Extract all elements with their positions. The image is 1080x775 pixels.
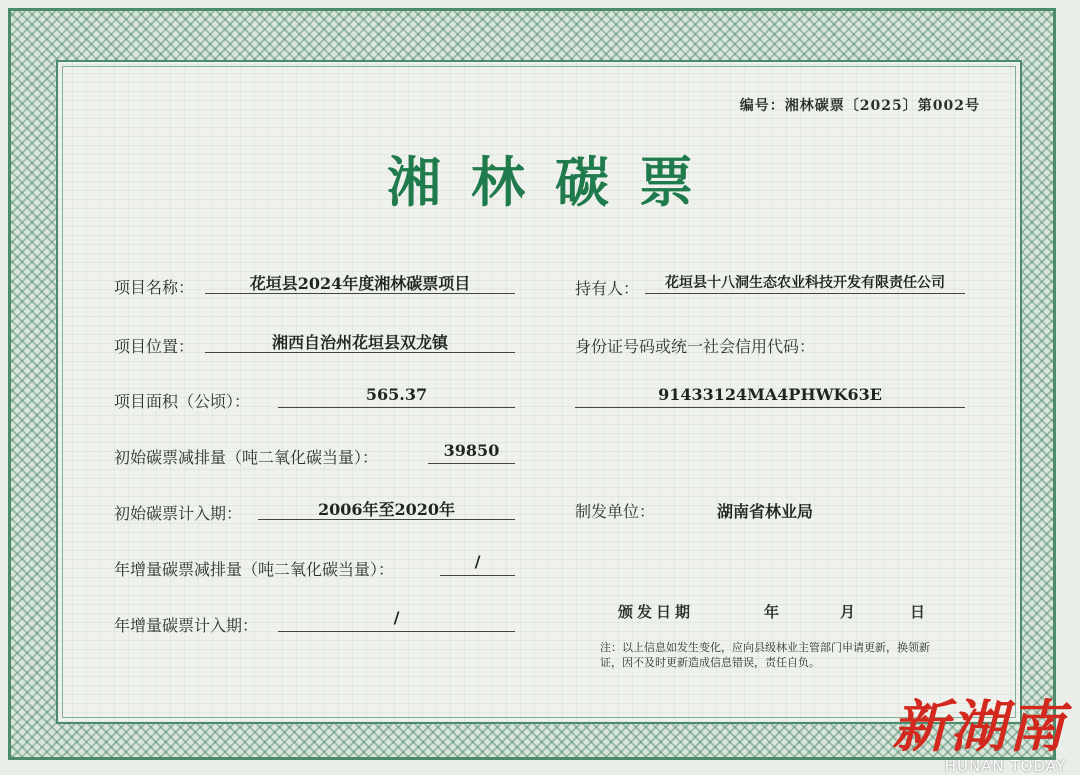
id-code-value: 91433124MA4PHWK63E (658, 385, 882, 404)
holder-value: 花垣县十八洞生态农业科技开发有限责任公司 (665, 275, 945, 291)
initial-period-label: 初始碳票计入期： (114, 504, 243, 523)
certificate-title: 湘林碳票 (387, 150, 723, 214)
issue-date-label: 颁发日期 (618, 603, 695, 621)
annual-period-label: 年增量碳票计入期： (114, 616, 259, 635)
annual-reduction-label: 年增量碳票减排量（吨二氧化碳当量）： (114, 560, 395, 579)
holder-label: 持有人： (575, 279, 640, 298)
certificate-note: 注：以上信息如发生变化，应向县级林业主管部门申请更新，换领新证，因不及时更新造成信息错误，责任自负。 (600, 641, 930, 669)
annual-reduction-underline (440, 575, 515, 576)
issue-date-month: 月 (840, 603, 860, 621)
project-name-label: 项目名称： (114, 278, 195, 297)
issue-date-year: 年 (764, 603, 784, 621)
annual-reduction-value: / (474, 552, 481, 571)
id-code-underline (575, 407, 965, 408)
annual-period-value: / (393, 608, 400, 627)
serial-number: 编号：湘林碳票〔2025〕第002号 (739, 98, 980, 114)
initial-period-value: 2006年至2020年 (317, 500, 456, 519)
location-label: 项目位置： (114, 337, 195, 356)
initial-reduction-value: 39850 (443, 441, 500, 460)
area-label: 项目面积（公顷）： (114, 392, 251, 411)
initial-reduction-underline (428, 463, 515, 464)
holder-underline (645, 293, 965, 294)
initial-reduction-label: 初始碳票减排量（吨二氧化碳当量）： (114, 448, 379, 467)
watermark-logo (892, 694, 1066, 775)
issuer-value: 湖南省林业局 (716, 502, 813, 521)
issuer-label: 制发单位： (575, 502, 656, 521)
project-name-value: 花垣县2024年度湘林碳票项目 (249, 274, 471, 293)
location-value: 湘西自治州花垣县双龙镇 (271, 333, 448, 352)
id-code-label: 身份证号码或统一社会信用代码： (575, 337, 816, 356)
annual-period-underline (278, 631, 515, 632)
watermark-subtext: HUNAN TODAY (944, 757, 1066, 775)
watermark-logo-text: 新湖南 (892, 694, 1066, 760)
issue-date-day: 日 (910, 603, 930, 621)
area-value: 565.37 (365, 385, 428, 404)
area-underline (278, 407, 515, 408)
